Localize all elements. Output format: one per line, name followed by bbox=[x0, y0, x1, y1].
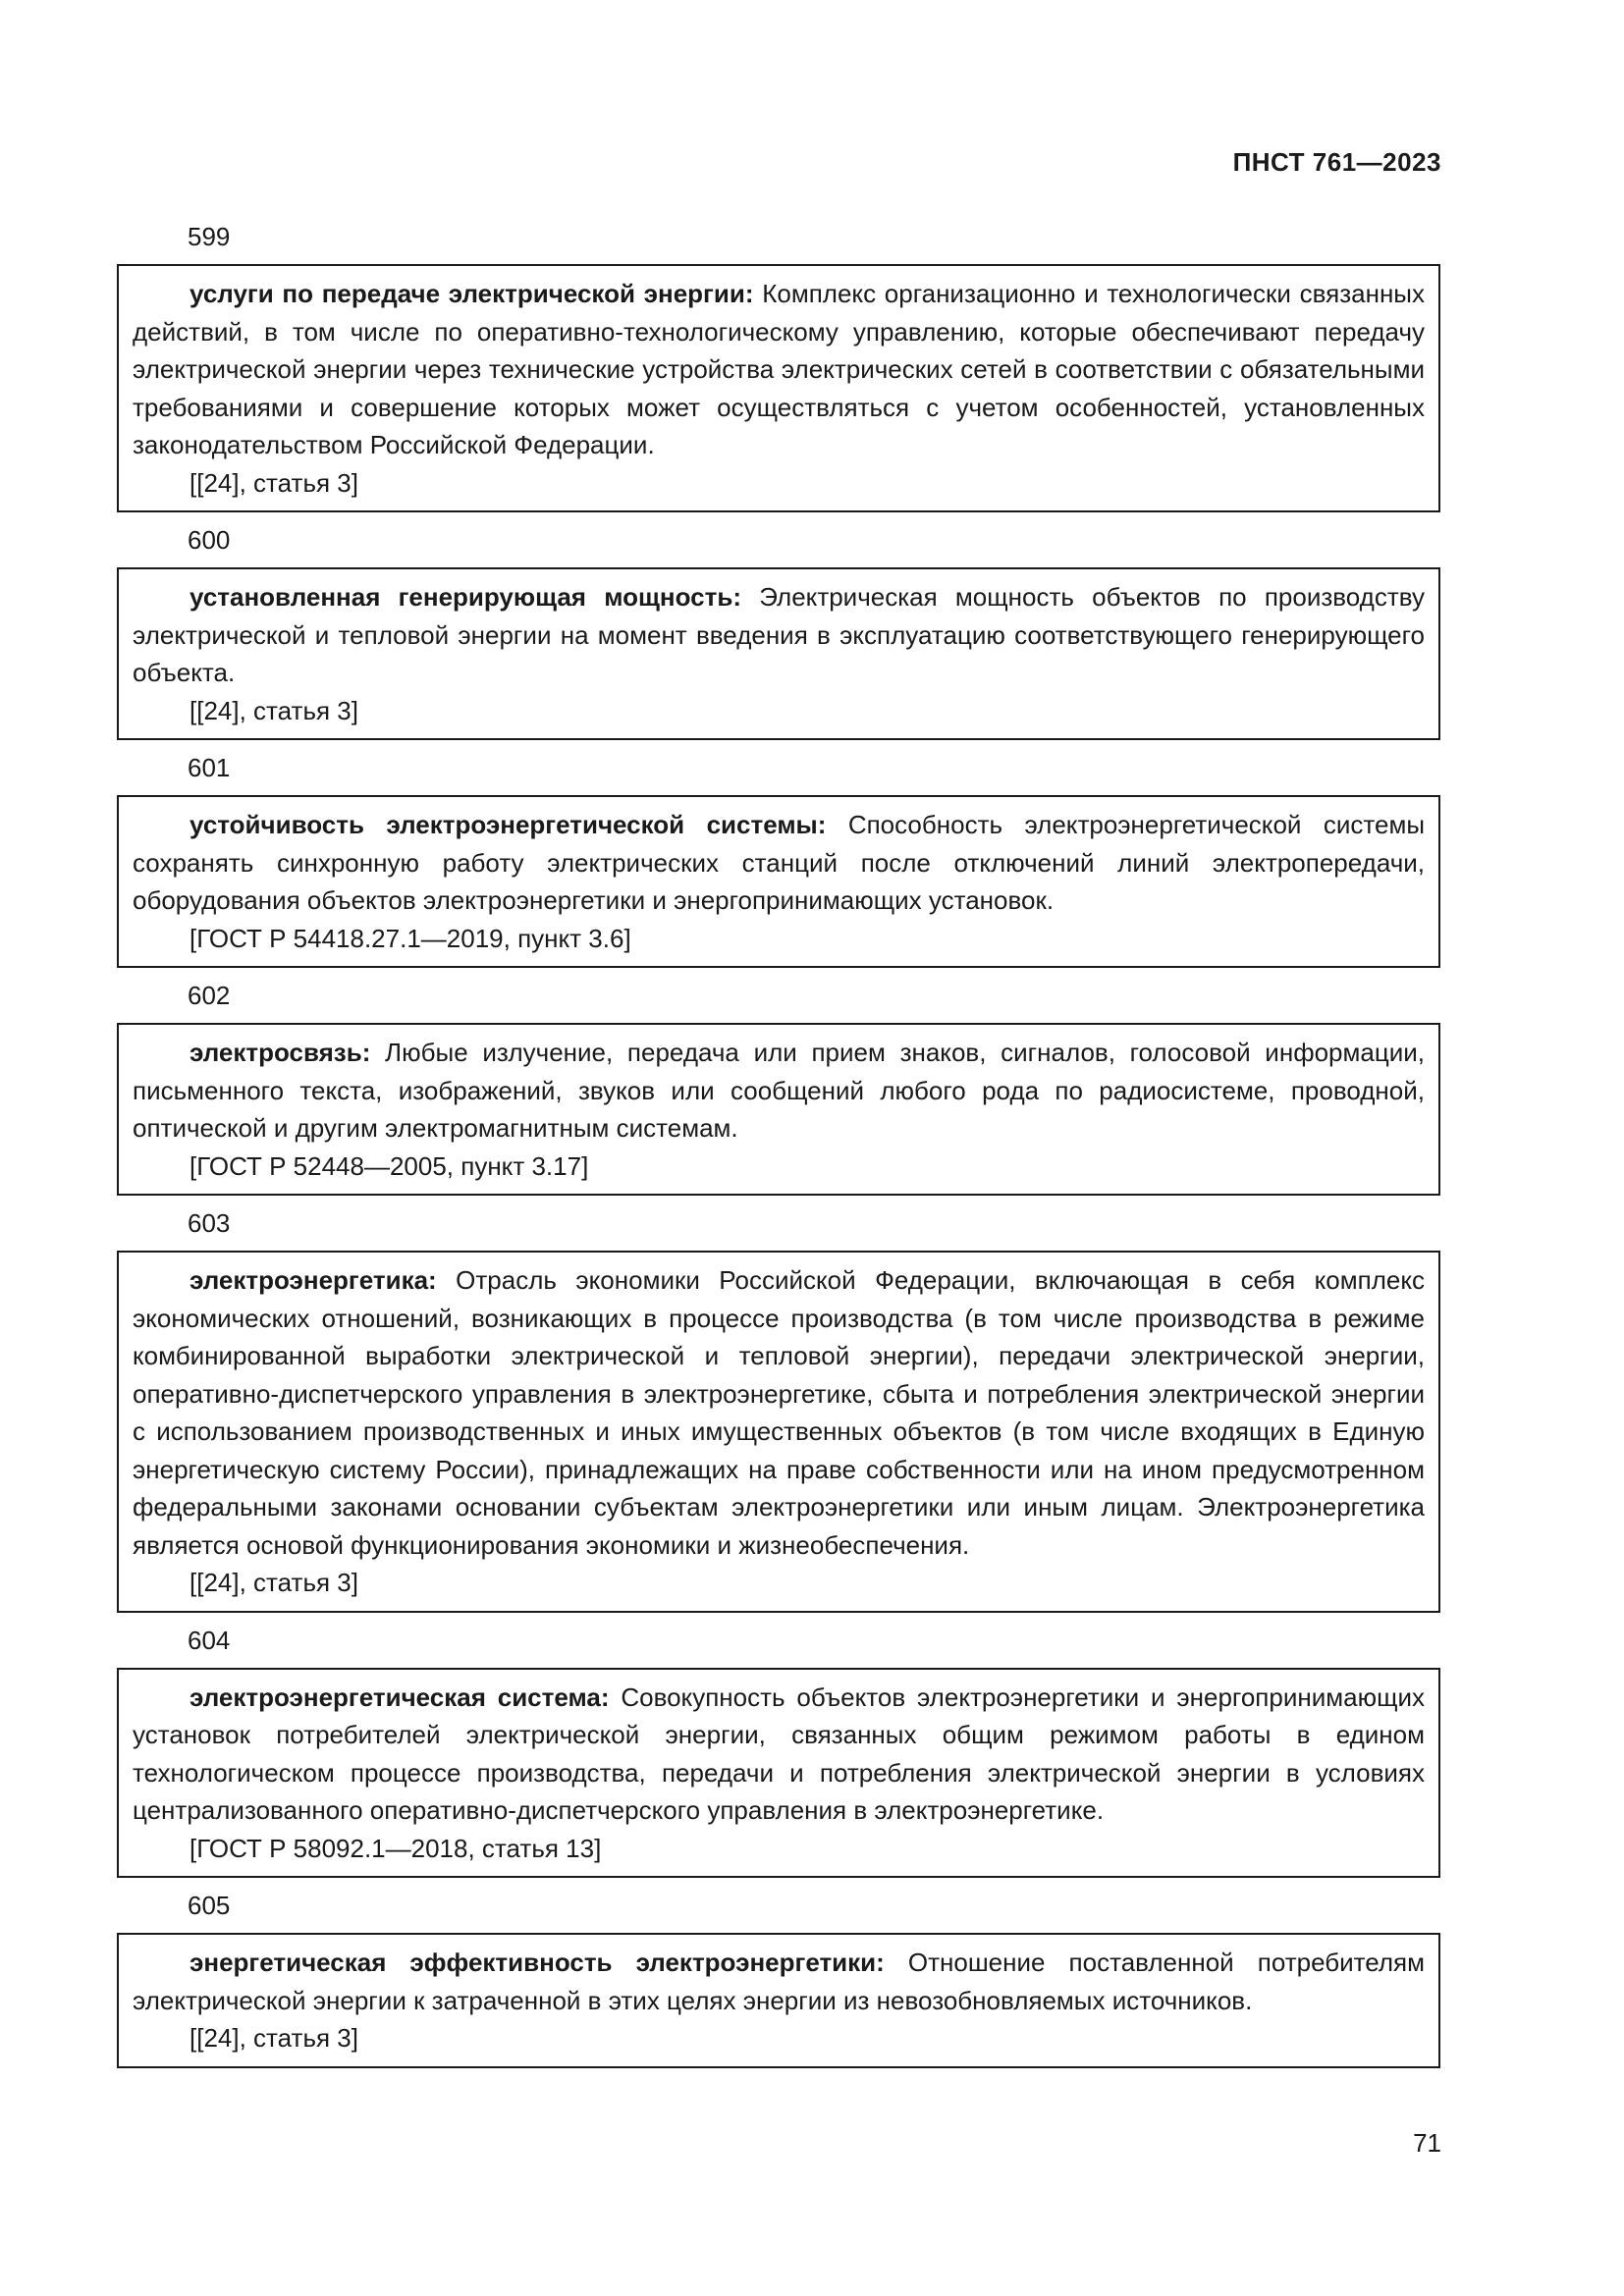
entry-definition-text: Совокупность объектов электроэнергетики и энергопринимающих установок потребителей электрической энергии, связанных общим режимом работы в едином технологическом процессе производства, передачи и потребления электрической энергии в условиях централизованного оперативно-диспетчерского управления в электроэнергетике. bbox=[133, 1682, 1425, 1825]
entry-term: устойчивость электроэнергетической системы: bbox=[189, 810, 827, 839]
entry-number: 600 bbox=[188, 525, 231, 555]
entry-definition bbox=[133, 806, 1425, 920]
entry-term: услуги по передаче электрической энергии: bbox=[189, 279, 754, 308]
entry-definition bbox=[133, 578, 1425, 692]
terms-list bbox=[117, 218, 1440, 2077]
term-entry-599 bbox=[117, 218, 1440, 512]
entry-number: 601 bbox=[188, 753, 231, 782]
term-entry-602 bbox=[117, 977, 1440, 1196]
entry-number: 602 bbox=[188, 981, 231, 1010]
entry-number: 599 bbox=[188, 222, 231, 251]
entry-number: 603 bbox=[188, 1208, 231, 1238]
entry-source: [ГОСТ Р 54418.27.1—2019, пункт 3.6] bbox=[189, 923, 631, 953]
entry-definition-text: Электрическая мощность объектов по производству электрической и тепловой энергии на момент введения в эксплуатацию соответствующего генерирующего объекта. bbox=[133, 582, 1425, 687]
entry-box bbox=[117, 1251, 1440, 1613]
entry-term: электроэнергетическая система: bbox=[189, 1682, 610, 1712]
entry-source: [ГОСТ Р 52448—2005, пункт 3.17] bbox=[189, 1150, 589, 1181]
entry-term: энергетическая эффективность электроэнергетики: bbox=[189, 1948, 885, 1977]
entry-definition-text: Отрасль экономики Российской Федерации, включающая в себя комплекс экономических отношений, возникающих в процессе производства (в том числе производства в режиме комбинированной выработки электрической и тепловой энергии), передачи электрической энергии, оперативно-диспетчерского управления в электроэнергетике, сбыта и потребления электрической энергии с использованием производственных и иных имущественных объектов (в том числе входящих в Единую энергетическую систему России), принадлежащих на праве собственности или на ином предусмотренном федеральными законами основании субъектам электроэнергетики или иным лицам. Электроэнергетика является основой функционирования экономики и жизнеобеспечения. bbox=[133, 1265, 1425, 1560]
term-entry-604 bbox=[117, 1622, 1440, 1879]
entry-number: 605 bbox=[188, 1891, 231, 1920]
entry-definition-text: Любые излучение, передача или прием знаков, сигналов, голосовой информации, письменного текста, изображений, звуков или сообщений любого рода по радиосистеме, проводной, оптической и другим электромагнитным системам. bbox=[133, 1038, 1425, 1143]
entry-definition-text: Способность электроэнергетической системы сохранять синхронную работу электрических станций после отключений линий электропередачи, оборудования объектов электроэнергетики и энергопринимающих установок. bbox=[133, 810, 1426, 915]
entry-box bbox=[117, 1668, 1440, 1879]
term-entry-605 bbox=[117, 1887, 1440, 2068]
entry-box bbox=[117, 567, 1440, 740]
entry-source: [[24], статья 3] bbox=[189, 467, 358, 498]
term-entry-603 bbox=[117, 1204, 1440, 1613]
entry-term: электроэнергетика: bbox=[189, 1265, 437, 1295]
entry-term: установленная генерирующая мощность: bbox=[189, 582, 741, 612]
entry-definition bbox=[133, 1679, 1425, 1830]
entry-source: [ГОСТ Р 58092.1—2018, статья 13] bbox=[189, 1833, 602, 1863]
term-entry-600 bbox=[117, 521, 1440, 740]
term-entry-601 bbox=[117, 749, 1440, 968]
document-code: ПНСТ 761—2023 bbox=[1232, 147, 1441, 177]
entry-box bbox=[117, 795, 1440, 968]
entry-box bbox=[117, 264, 1440, 512]
entry-source: [[24], статья 3] bbox=[189, 1568, 358, 1597]
entry-source: [[24], статья 3] bbox=[189, 695, 358, 725]
entry-definition bbox=[133, 275, 1425, 464]
page-number: 71 bbox=[1413, 2128, 1441, 2158]
entry-box bbox=[117, 1023, 1440, 1196]
entry-definition bbox=[133, 1944, 1425, 2019]
entry-source: [[24], статья 3] bbox=[189, 2023, 358, 2053]
entry-definition-text: Отношение поставленной потребителям электрической энергии к затраченной в этих целях энергии из невозобновляемых источников. bbox=[133, 1948, 1426, 2015]
entry-term: электросвязь: bbox=[189, 1038, 371, 1067]
entry-box bbox=[117, 1933, 1440, 2068]
entry-definition-text: Комплекс организационно и технологически связанных действий, в том числе по оперативно-технологическому управлению, которые обеспечивают передачу электрической энергии через технические устройства электрических сетей в соответствии с обязательными требованиями и совершение которых может осуществляться с учетом особенностей, установленных законодательством Российской Федерации. bbox=[133, 279, 1425, 459]
entry-definition bbox=[133, 1034, 1425, 1148]
entry-definition bbox=[133, 1261, 1425, 1564]
entry-number: 604 bbox=[188, 1625, 231, 1655]
